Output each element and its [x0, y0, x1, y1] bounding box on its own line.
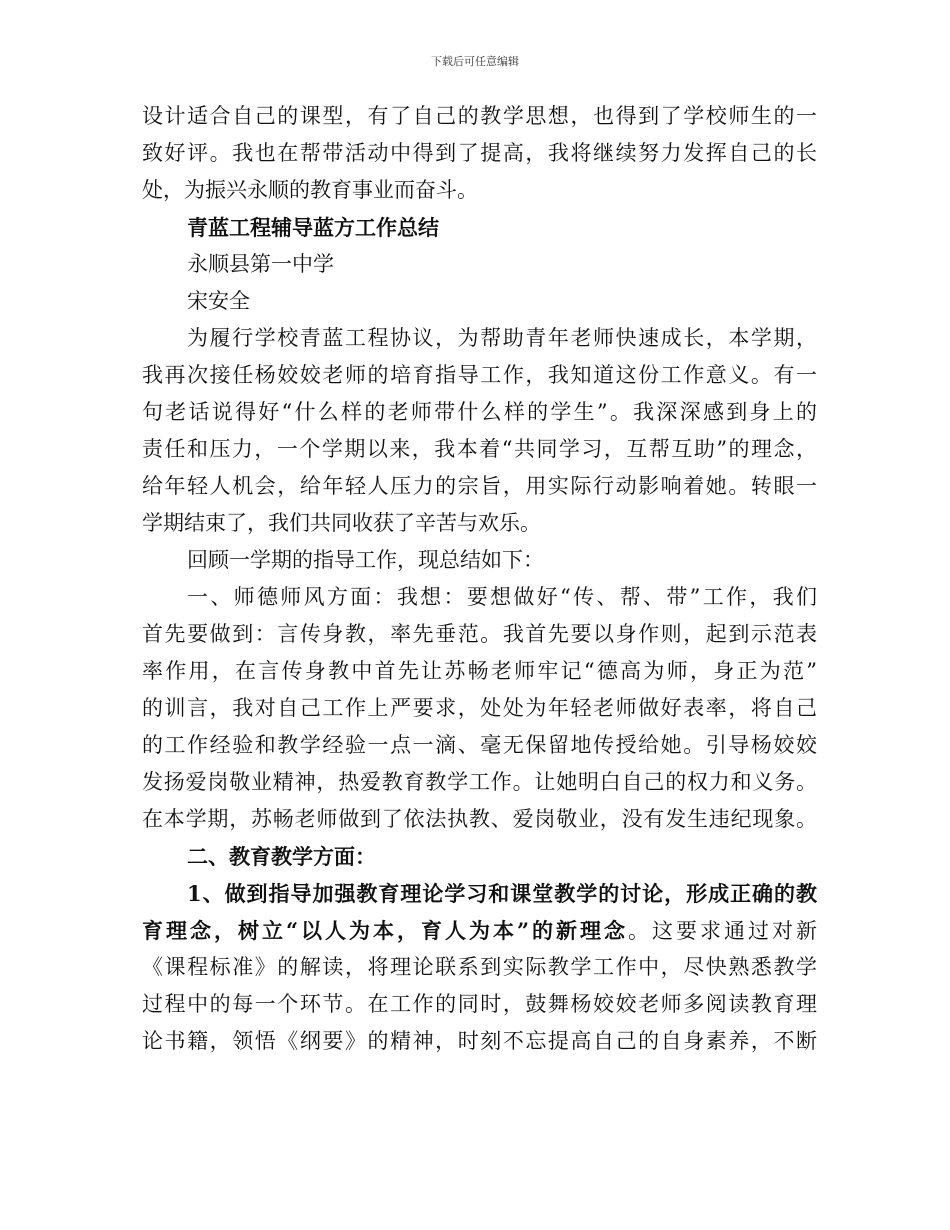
text-line: 责任和压力，一个学期以来，我本着“共同学习，互帮互助”的理念， [142, 437, 817, 461]
text-line [142, 912, 817, 949]
text-line [142, 875, 817, 912]
text-line: 的训言，我对自己工作上严要求，处处为年轻老师做好表率，将自己 [142, 696, 817, 720]
text-line: 为履行学校青蓝工程协议，为帮助青年老师快速成长，本学期， [187, 326, 817, 350]
document-body [142, 98, 817, 1060]
heading-line: 二、教育教学方面： [187, 844, 376, 869]
text-line: 处，为振兴永顺的教育事业而奋斗。 [142, 178, 478, 202]
text-line: 我再次接任杨姣姣老师的培育指导工作，我知道这份工作意义。有一 [142, 363, 817, 387]
text-line: 发扬爱岗敬业精神，热爱教育教学工作。让她明白自己的权力和义务。 [142, 770, 817, 794]
text-line: 给年轻人机会，给年轻人压力的宗旨，用实际行动影响着她。转眼一 [142, 474, 817, 498]
text-line: 《课程标准》的解读，将理论联系到实际教学工作中，尽快熟悉教学 [142, 955, 817, 979]
text-line: 回顾一学期的指导工作，现总结如下： [187, 548, 544, 572]
text-line: 学期结束了，我们共同收获了辛苦与欢乐。 [142, 511, 541, 535]
bold-text-run: 1、做到指导加强教育理论学习和课堂教学的讨论，形成正确的教 [187, 881, 817, 906]
bold-text-run: 育理念，树立“以人为本，育人为本”的新理念 [142, 918, 629, 943]
text-line: 论书籍，领悟《纲要》的精神，时刻不忘提高自己的自身素养，不断 [142, 1029, 817, 1053]
text-line: 的工作经验和教学经验一点一滴、毫无保留地传授给她。引导杨姣姣 [142, 733, 817, 757]
paragraph-lines [142, 98, 817, 875]
bold-mixed-lines [142, 875, 817, 949]
heading-line: 青蓝工程辅导蓝方工作总结 [187, 215, 439, 240]
text-line: 过程中的每一个环节。在工作的同时，鼓舞杨姣姣老师多阅读教育理 [142, 992, 817, 1016]
text-line: 一、师德师风方面：我想：要想做好“传、帮、带”工作，我们 [187, 585, 817, 609]
text-line: 句老话说得好“什么样的老师带什么样的学生”。我深深感到身上的 [142, 400, 817, 424]
text-line: 永顺县第一中学 [187, 252, 334, 276]
text-line: 率作用，在言传身教中首先让苏畅老师牢记“德高为师，身正为范” [142, 659, 817, 683]
text-line: 致好评。我也在帮带活动中得到了提高，我将继续努力发挥自己的长 [142, 141, 817, 165]
text-line: 宋安全 [187, 289, 250, 313]
text-line: 设计适合自己的课型，有了自己的教学思想，也得到了学校师生的一 [142, 104, 817, 128]
tail-lines [142, 949, 817, 1060]
text-run: 。这要求通过对新 [628, 919, 817, 943]
page-header: 下载后可任意编辑 [431, 55, 519, 68]
text-line: 在本学期，苏畅老师做到了依法执教、爱岗敬业，没有发生违纪现象。 [142, 807, 817, 831]
text-line: 首先要做到：言传身教，率先垂范。我首先要以身作则，起到示范表 [142, 622, 817, 646]
